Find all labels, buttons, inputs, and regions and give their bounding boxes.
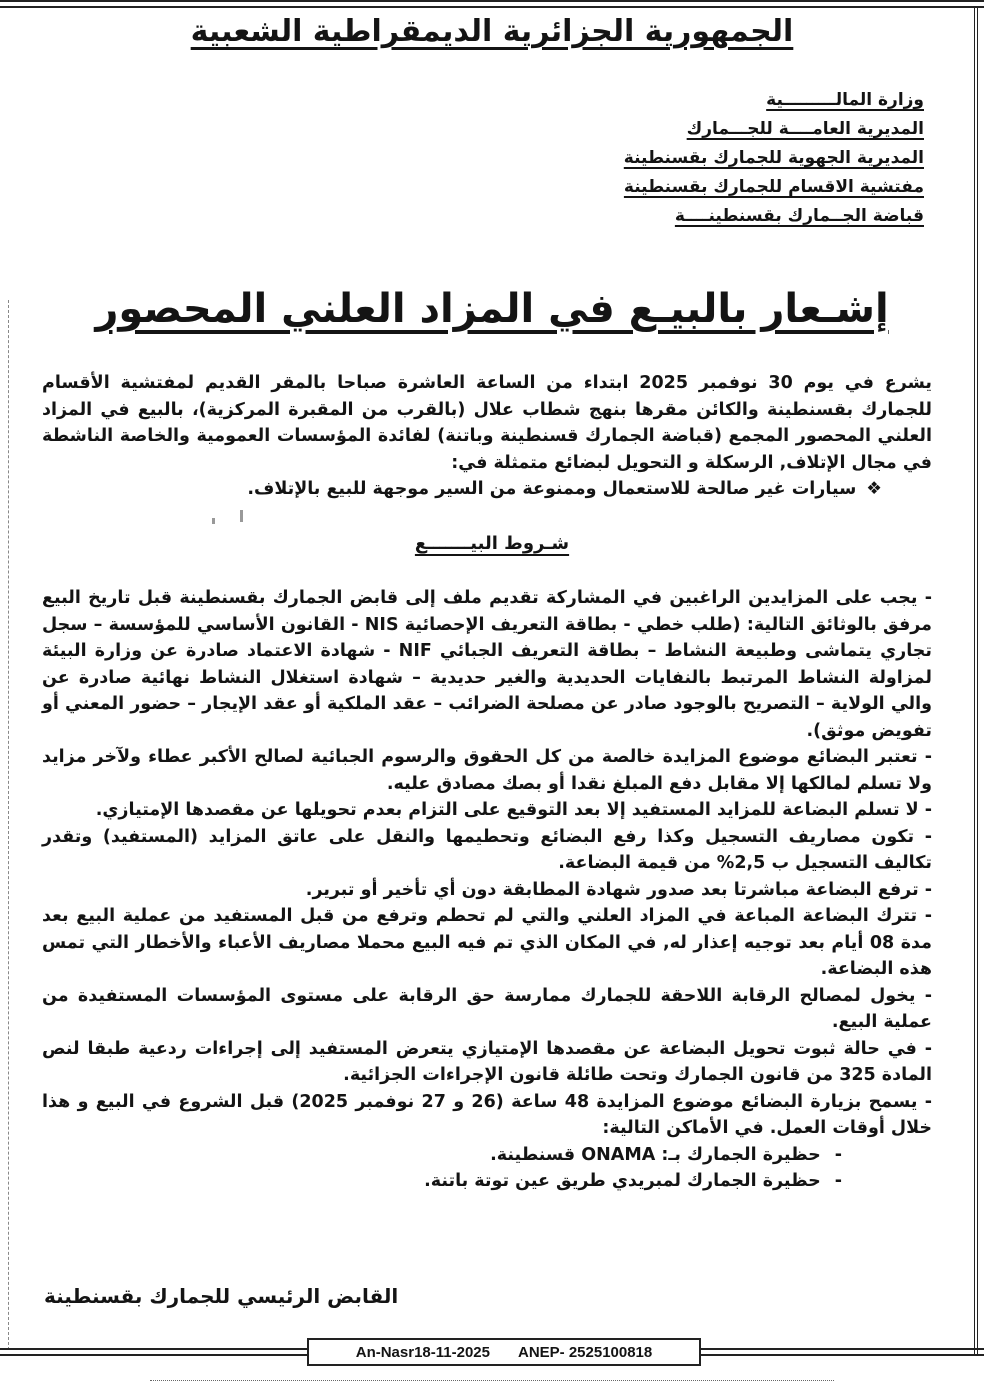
condition-item: - يجب على المزايدين الراغبين في المشاركة تقديم ملف إلى قابض الجمارك بقسنطينة قبل تاريخ البيع مرفق بالوثائق التالية: (طلب خطي - بطاقة التعريف الإحصائية NIS - القانون الأساسي للمؤسسة – سجل تجاري يتماشى وطبيعة النشاط – بطاقة التعريف الجبائي NIF - شهادة الاعتماد صادرة عن وزارة البيئة لمزاولة النشاط المرتبط بالنفايات الحديدية والغير حديدية – شهادة استغلال النشاط نهائية صادرة عن والي الولاية – التصريح بالوجود صادر عن مصلحة الضرائب – عقد الملكية أو عقد الإيجار – حضور المعني أو تفويض موثق). (42, 588, 932, 741)
condition-item: - تكون مصاريف التسجيل وكذا رفع البضائع وتحطيمها والنقل على عاتق المزايد (المستفيد) وتقدر تكاليف التسجيل ب 2,5% من قيمة البضاعة. (42, 826, 932, 873)
left-margin-line (8, 300, 9, 1350)
list-dash: - (834, 1171, 842, 1191)
republic-heading (0, 14, 984, 49)
condition-item: - لا تسلم البضاعة للمزايد المستفيد إلا بعد التوقيع على التزام بعدم تحويلها عن مقصدها الإمتيازي. (95, 800, 932, 820)
scan-speck (212, 518, 215, 524)
list-dash: - (834, 1144, 842, 1165)
notice-title (0, 286, 984, 332)
conditions-list (42, 585, 932, 1195)
condition-item: - ترفع البضاعة مباشرتا بعد صدور شهادة المطابقة دون أي تأخير أو تبرير. (305, 879, 932, 900)
visit-place-item (42, 1142, 842, 1169)
customs-collection: قباضة الجــمارك بقسنطينــــة (674, 206, 924, 226)
publication-date: An-Nasr18-11-2025 (355, 1343, 490, 1361)
top-border-rule (0, 0, 984, 8)
regional-directorate: المديرية الجهوية للجمارك بقسنطينة (623, 148, 924, 168)
visit-places (42, 1142, 932, 1195)
intro-section (42, 370, 932, 503)
conditions-title-text: شـروط البيـــــــع (414, 533, 570, 554)
ministry-name: وزارة المالـــــــــية (766, 90, 924, 110)
notice-title-text: إشـعار بالبيـع في المزاد العلني المحصور (95, 286, 889, 332)
goods-bullet-text: سيارات غير صالحة للاستعمال وممنوعة من السير موجهة للبيع بالإتلاف. (247, 479, 857, 499)
condition-item: - يخول لمصالح الرقابة اللاحقة للجمارك ممارسة حق الرقابة على مستوى المؤسسات المستفيدة من عملية البيع. (42, 985, 932, 1032)
visit-place-item (42, 1168, 842, 1195)
republic-title: الجمهورية الجزائرية الديمقراطية الشعبية (190, 14, 794, 49)
signature-block: القابض الرئيسي للجمارك بقسنطينة (44, 1284, 399, 1308)
publication-reference-box (307, 1338, 701, 1366)
condition-item: - يسمح بزيارة البضائع موضوع المزايدة 48 ساعة (26 و 27 نوفمبر 2025) قبل الشروع في البيع و هذا خلال أوقات العمل. في الأماكن التالية: (42, 1091, 932, 1138)
general-directorate: المديرية العامــــة للجـــمارك (686, 119, 924, 139)
visit-place-text: حظيرة الجمارك بـ: ONAMA قسنطينة. (490, 1144, 821, 1165)
visit-place-text: حظيرة الجمارك لمبريدي طريق عين توتة باتنة. (424, 1171, 821, 1191)
intro-paragraph: يشرع في يوم 30 نوفمبر 2025 ابتداء من الساعة العاشرة صباحا بالمقر القديم لمفتشية الأقسام للجمارك بقسنطينة والكائن مقرها بنهج شطاب علال (بالقرب من المقبرة المركزية)، بالبيع في المزاد العلني المحصور المجمع (قباضة الجمارك قسنطينة وباتنة) لفائدة المؤسسات العمومية والخاصة الناشطة في مجال الإتلاف, الرسكلة و التحويل لبضائع متمثلة في: (42, 373, 932, 473)
anep-reference: ANEP- 2525100818 (517, 1343, 653, 1361)
condition-item: - تترك البضاعة المباعة في المزاد العلني والتي لم تحطم وترفع من قبل المستفيد من عملية البيع بعد مدة 08 أيام بعد توجيه إعذار له, في المكان الذي تم فيه البيع محملا مصاريف الأعباء والأخطار التي تمس هذه البضاعة. (42, 906, 932, 979)
conditions-heading (0, 533, 984, 554)
scan-speck (240, 510, 243, 522)
condition-item: - تعتبر البضائع موضوع المزايدة خالصة من كل الحقوق والرسوم الجبائية لصالح الأكبر عطاء ولآخر مزايد ولا تسلم لمالكها إلا مقابل دفع المبلغ نقدا أو بصك مصادق عليه. (42, 747, 932, 794)
divisional-inspection: مفتشية الاقسام للجمارك بقسنطينة (623, 177, 924, 197)
goods-bullet (42, 476, 932, 503)
diamond-bullet-icon: ❖ (866, 479, 882, 499)
condition-item: - في حالة ثبوت تحويل البضاعة عن مقصدها الإمتيازي يتعرض المستفيد إلى إجراءات ردعية طبقا لنص المادة 325 من قانون الجمارك وتحت طائلة قانون الإجراءات الجزائية. (42, 1038, 932, 1085)
institution-header (624, 86, 924, 231)
bottom-dotted-line (150, 1380, 834, 1381)
